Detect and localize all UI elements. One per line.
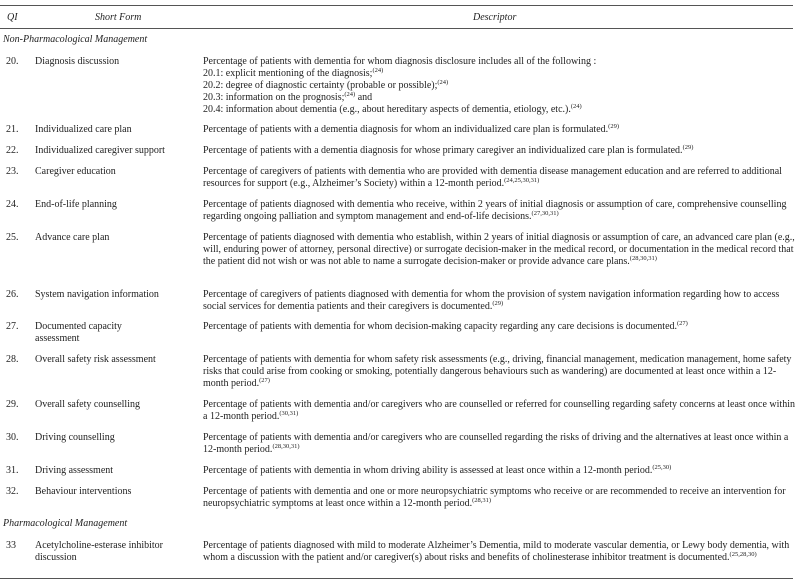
citation: (28,30,31) xyxy=(629,255,657,262)
citation: (28,31) xyxy=(472,497,492,504)
citation: (24,25,30,31) xyxy=(504,177,540,184)
short-form: Driving assessment xyxy=(35,465,114,476)
qi-number: 26. xyxy=(6,289,19,300)
short-form: Driving counselling xyxy=(35,432,115,443)
header-rule xyxy=(0,28,793,29)
section-non-pharmacological: Non-Pharmacological Management xyxy=(3,34,148,45)
qi-number: 27. xyxy=(6,321,19,332)
citation: (27) xyxy=(259,377,270,384)
short-form: Caregiver education xyxy=(35,166,116,177)
citation: (28,30,31) xyxy=(272,443,300,450)
citation: (24) xyxy=(372,67,384,74)
qi-number: 28. xyxy=(6,354,19,365)
section-pharmacological: Pharmacological Management xyxy=(3,518,128,529)
bottom-rule xyxy=(0,578,793,579)
qi-number: 21. xyxy=(6,124,19,135)
short-form: Individualized caregiver support xyxy=(35,145,165,156)
descriptor: Percentage of patients with dementia and/or caregivers who are counselled or referred for counselling regarding safety concerns at least once within a 12-month period.$^{(30,31)}$ xyxy=(203,399,795,422)
descriptor: Percentage of patients with dementia for whom diagnosis disclosure includes all of the following : 20.1: explicit mentioning of the diagnosis;$^{(24)}$ 20.2: degree of diagnostic certainty (probable or possible);$^{(24)}$ 20.3: information on the prognosis;$^{(24)}$ and 20.4: information about dementia (e.g., about hereditary aspects of dementia, etiology, etc.).$^{(24)}$ xyxy=(203,56,597,115)
descriptor: Percentage of caregivers of patients diagnosed with dementia for whom the provision of system navigation information regarding how to access social services for dementia patients and their caregivers is documented.$^{(29)}$ xyxy=(203,289,780,312)
citation: (24) xyxy=(437,79,449,86)
qi-number: 23. xyxy=(6,166,19,177)
short-form: Advance care plan xyxy=(35,232,110,243)
qi-number: 29. xyxy=(6,399,19,410)
descriptor: Percentage of caregivers of patients with dementia who are provided with dementia disease management education and are referred to additional resources for support (e.g., Alzheimer’s Society) within a 12-month period.$^{(24,25,30,31)}$ xyxy=(203,166,782,189)
header-qi: QI xyxy=(7,12,18,23)
descriptor: Percentage of patients diagnosed with mild to moderate Alzheimer’s Dementia, mild to moderate vascular dementia, or Lewy body dementia, with whom a discussion with the patient and/or caregiver(s) about risks and benefits of cholinesterase inhibitor treatment is documented.$^{(25,28,30)}$ xyxy=(203,540,790,563)
descriptor: Percentage of patients diagnosed with dementia who receive, within 2 years of initial diagnosis or assumption of care, comprehensive counselling regarding ongoing palliation and symptom management and end-of-life decisions.$^{(27,30,31)}$ xyxy=(203,199,787,222)
citation: (27,30,31) xyxy=(531,210,559,217)
citation: (24) xyxy=(344,91,356,98)
header-short-form: Short Form xyxy=(95,12,142,23)
citation: (29) xyxy=(492,300,504,307)
citation: (27) xyxy=(677,320,688,327)
descriptor: Percentage of patients diagnosed with dementia who establish, within 2 years of initial diagnosis or assumption of care, an advanced care plan (e.g., will, enduring power of attorney, personal directive) or surrogate decision-maker in the medical record, or documentation in the medical record that the patient did not wish or was not able to name a surrogate decision-maker or provide advance care plans.$^{(28,30,31)}$ xyxy=(203,232,795,267)
descriptor: Percentage of patients with a dementia diagnosis for whom an individualized care plan is formulated.$^{(29)}$ xyxy=(203,123,619,135)
short-form: Documented capacity assessment xyxy=(35,321,122,344)
short-form: Diagnosis discussion xyxy=(35,56,120,67)
citation: (24) xyxy=(570,103,582,110)
citation: (25,30) xyxy=(652,464,672,471)
short-form: End-of-life planning xyxy=(35,199,117,210)
qi-number: 33 xyxy=(6,540,16,551)
descriptor: Percentage of patients with dementia for whom decision-making capacity regarding any care decisions is documented.$^{(27)}$ xyxy=(203,320,688,332)
descriptor: Percentage of patients with dementia and/or caregivers who are counselled regarding the risks of driving and the alternatives at least once within a 12-month period.$^{(28,30,31)}$ xyxy=(203,432,789,455)
qi-number: 30. xyxy=(6,432,19,443)
qi-number: 31. xyxy=(6,465,19,476)
descriptor: Percentage of patients with dementia for whom safety risk assessments (e.g., driving, financial management, medication management, home safety risks that could arise from cooking or smoking, potentially dangerous behaviours such as wandering) are documented at least once within a 12-month period.$^{(27)}$ xyxy=(203,354,792,389)
citation: (29) xyxy=(682,144,694,151)
qi-number: 24. xyxy=(6,199,19,210)
citation: (25,28,30) xyxy=(729,551,757,558)
qi-number: 20. xyxy=(6,56,19,67)
descriptor: Percentage of patients with dementia and one or more neuropsychiatric symptoms who receive or are recommended to receive an intervention for neuropsychiatric symptoms at least once within a 12-month period.$^{(28,31)}$ xyxy=(203,486,786,509)
citation: (30,31) xyxy=(279,410,299,417)
header-descriptor: Descriptor xyxy=(473,12,517,23)
qi-number: 22. xyxy=(6,145,19,156)
short-form: System navigation information xyxy=(35,289,159,300)
short-form: Individualized care plan xyxy=(35,124,132,135)
short-form: Overall safety risk assessment xyxy=(35,354,156,365)
qi-number: 25. xyxy=(6,232,19,243)
short-form: Behaviour interventions xyxy=(35,486,132,497)
short-form: Acetylcholine-esterase inhibitor discussion xyxy=(35,540,164,563)
short-form: Overall safety counselling xyxy=(35,399,140,410)
citation: (29) xyxy=(608,123,619,130)
qi-number: 32. xyxy=(6,486,19,497)
descriptor: Percentage of patients with a dementia diagnosis for whose primary caregiver an individualized care plan is formulated.$^{(29)}$ xyxy=(203,144,694,156)
descriptor: Percentage of patients with dementia in whom driving ability is assessed at least once within a 12-month period.$^{(25,30)}$ xyxy=(203,464,672,476)
